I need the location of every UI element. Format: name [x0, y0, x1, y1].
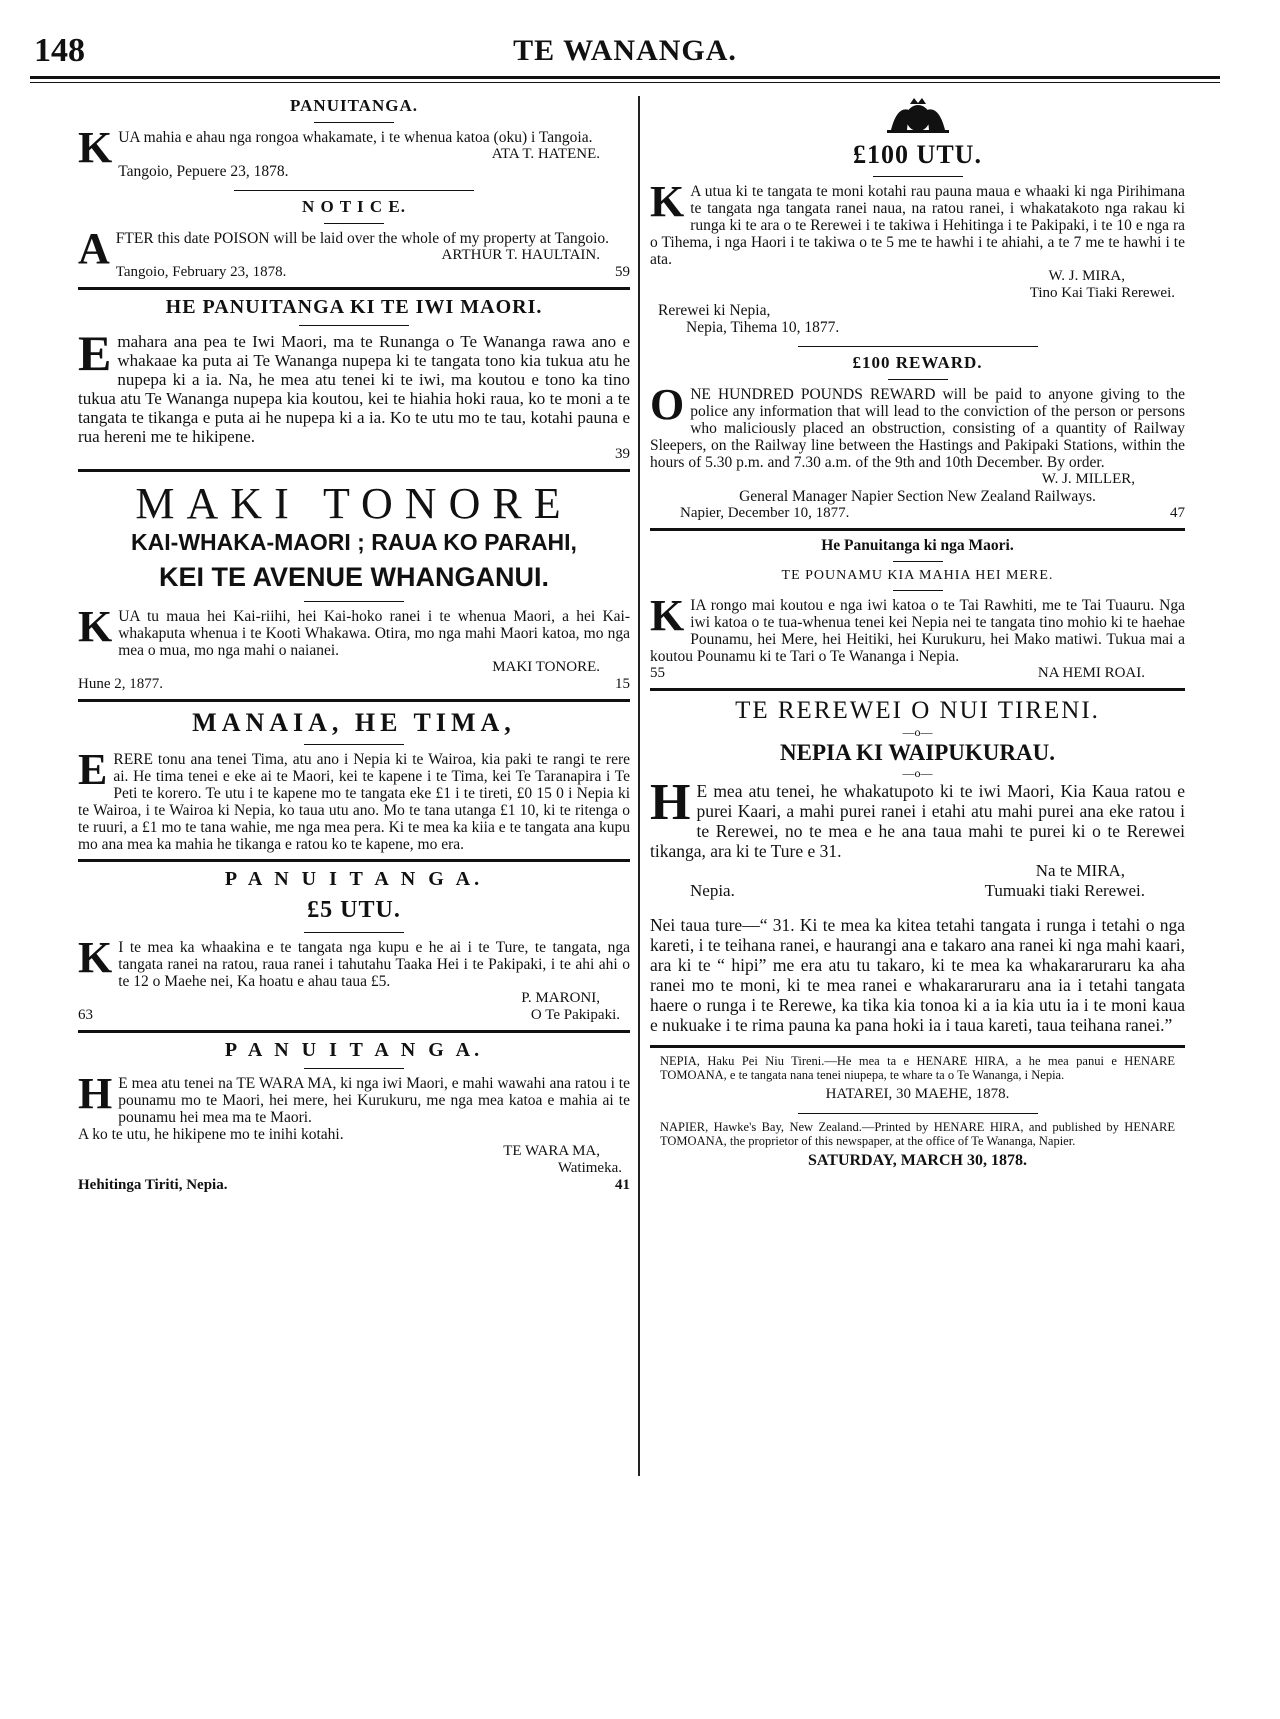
- ad-body: E mea atu tenei na TE WARA MA, ki nga iwi Maori, e mahi wawahi ana ratou i te pounamu mo te Maori, hei mere, hei Kurukuru, me nga mea katoa e mahia ai te pounamu hei mea ma te Maori.: [118, 1075, 630, 1126]
- hundred-pound-utu: [650, 96, 1185, 347]
- drop-cap: O: [650, 380, 685, 429]
- notice-signature: ATA T. HATENE.: [491, 146, 600, 162]
- reward-heading: £100 REWARD.: [852, 353, 983, 372]
- column-divider: [638, 96, 640, 1476]
- ad-body: IA rongo mai koutou e nga iwi katoa o te Tai Rawhiti, me te Tai Tuauru. Nga iwi katoa o te tua-whenua tenei kei Nepia nei te tangata tino mohio ki te haehae Pounamu, hei Mere, hei Heitiki, hei Kurukuru, hei Mako matiwi. Tukua mai a koutou Pounamu ki te Tari o Te Wananga i Nepia.: [650, 597, 1185, 665]
- ad-number: 41: [615, 1177, 630, 1193]
- royal-crest-icon: [883, 96, 953, 134]
- notice-poison-maori: [78, 96, 630, 191]
- ad-heading: P A N U I T A N G A.: [224, 1039, 484, 1061]
- imprint-maori: NEPIA, Haku Pei Niu Tireni.—He mea ta e HENARE HIRA, a he mea panui e HENARE TOMOANA, e te tangata nana tenei niupepa, te whare ta o Te Wananga, i Nepia.: [660, 1054, 1175, 1082]
- notice-heading: PANUITANGA.: [290, 96, 418, 115]
- notice-heading: N O T I C E.: [302, 197, 406, 216]
- drop-cap: K: [78, 933, 113, 982]
- ad-signature: MAKI TONORE.: [492, 659, 600, 675]
- ad-signature-place: O Te Pakipaki.: [530, 1007, 620, 1023]
- ad-body: NE HUNDRED POUNDS REWARD will be paid to anyone giving to the police any information that will lead to the conviction of the person or persons who maliciously placed an obstruction, consisting of a quantity of Railway Sleepers, on the Railway line between the Hastings and Pakipaki Stations, within the hours of 5.30 p.m. and 7.30 a.m. of the 9th and 10th December. By order.: [650, 386, 1185, 471]
- drop-cap: K: [78, 123, 113, 172]
- notice-signature-title: Tumuaki tiaki Rerewei.: [984, 881, 1145, 900]
- notice-body: UA mahia e ahau nga rongoa whakamate, i te whenua katoa (oku) i Tangoia.: [118, 129, 593, 146]
- notice-date: Tangoio, February 23, 1878.: [115, 264, 287, 280]
- ad-subtitle: KAI-WHAKA-MAORI ; RAUA KO PARAHI,: [131, 529, 577, 555]
- notice-poison-english: [78, 197, 630, 290]
- reward-amount: £100 UTU.: [853, 140, 982, 169]
- pounamu-ad: [650, 537, 1185, 691]
- notice-rule-text: Nei taua ture—“ 31. Ki te mea ka kitea tetahi tangata i runga i tetahi o nga kareti, i te teihana ranei, e haurangi ana e takaro ana ranei ki nga mahi kaari, ara ki te “ hipi” me era atu tu takaro, ki te mea ka whakararuraru ka aha ranei mo te moni, ki te mea ranei e whakararuraru ana ia i tetahi tangata haere o runga i te Rerewe, ka tika kia tonoa ki a ia kia utu ia i te moni kaua e nukuake i te rima pauna ka pana hoki ia i taua kareti, taua teihana ranei.”: [650, 915, 1185, 1035]
- ad-subheading: TE POUNAMU KIA MAHIA HEI MERE.: [781, 568, 1054, 583]
- ad-body: I te mea ka whaakina e te tangata nga kupu e he ai i te Ture, te tangata, nga tangata ranei na ratou, raua ranei i tahutahu Taaka Hei i te Pakipaki, i te ahi ahi o te 12 o Maehe nei, Ka hoatu e ahau taua £5.: [118, 939, 630, 990]
- ad-number: 39: [615, 446, 630, 462]
- drop-cap: K: [78, 602, 113, 651]
- drop-cap: E: [78, 745, 108, 794]
- te-wara-ad: [78, 1039, 630, 1194]
- notice-signature: ARTHUR T. HAULTAIN.: [441, 247, 600, 263]
- he-panuitanga-iwi: [78, 296, 630, 472]
- left-column: [78, 96, 630, 1194]
- header-rule: [30, 76, 1220, 79]
- ad-signature-title: Tino Kai Tiaki Rerewei.: [1029, 285, 1175, 301]
- ad-date: Hune 2, 1877.: [78, 676, 163, 692]
- notice-title: TE REREWEI O NUI TIRENI.: [735, 697, 1100, 724]
- ad-number: 59: [615, 264, 630, 280]
- ad-signature: P. MARONI,: [521, 990, 600, 1006]
- ad-body: RERE tonu ana tenei Tima, atu ano i Nepia ki te Wairoa, kia paki te rangi te rere ai. He tima tenei e eke ai te Maori, kei te kapene i te Tima, kei Te Taranapira i Te Peti te korero. Te utu i te kapene mo te tangata eke £1 i te tireti, £0 15 0 i Nepia ki te Wairoa, i te Wairoa ki Nepia, ko taua utu ano. Mo te tana utanga £1 10, ki te ritenga o te ruuri, a £1 mo te tana wahie, me nga mea pera. Ki te mea ka kiia e te tangata ana kupu mo ana mea ka mahia he tikanga e ratou ko te kapene, mo era.: [78, 751, 630, 853]
- ad-number: 63: [78, 1007, 93, 1023]
- section-body: mahara ana pea te Iwi Maori, ma te Runanga o Te Wananga rawa ano e whakaae ka puta ai Te Wananga nupepa ki te tangata tono kia tukua atu he nupepa ki a ia. Na, he mea atu tenei ki te iwi, ma koutou e tono ka tino tukua atu Te Wananga nupepa kia koutou, kei te hiahia hoki raua, ko te moni a te tangata te tikanga e puta ai he nupepa ki a ia. Ko te utu mo te tau, kotahi pauna e rua hereni me te hikipene.: [78, 332, 630, 446]
- drop-cap: E: [78, 325, 112, 381]
- drop-cap: H: [78, 1069, 113, 1118]
- drop-cap: A: [78, 224, 110, 273]
- imprint-maori-date: HATAREI, 30 MAEHE, 1878.: [825, 1086, 1010, 1102]
- five-pound-reward: [78, 868, 630, 1033]
- notice-body: E mea atu tenei, he whakatupoto ki te iwi Maori, Kia Kaua ratou e purei Kaari, a mahi purei ranei i etahi atu mahi purei ana eke ratou i te Rerewei, no te mea e he ana taua mahi te purei ki o te Rerewei tikanga, ara ki te Ture e 31.: [650, 781, 1185, 861]
- hundred-pound-reward: [650, 353, 1185, 531]
- ad-date: Napier, December 10, 1877.: [680, 505, 850, 521]
- ad-body: UA tu maua hei Kai-riihi, hei Kai-hoko ranei i te whenua Maori, a hei Kai-whakaputa whenua i te Kooti Whakawa. Otira, mo nga mahi Maori katoa, mo nga mea o mua, mo nga mahi o naianei.: [118, 608, 630, 659]
- rerewei-notice: TE REREWEI O NUI TIRENI. —o— NEPIA KI WAIPUKURAU. —o— H E mea atu tenei, he whakatupoto ki te iwi Maori, Kia Kaua ratou e purei Kaari, a mahi purei ranei i etahi atu mahi purei ana eke ratou i te Rerewei, no te mea e he ana taua mahi te purei ki o te Rerewei tikanga, ara ki te Ture e 31. Na te MIRA, Nepia. Tumuaki tiaki Rerewei. Nei taua ture—“ 31. Ki te mea ka kitea tetahi tangata i runga i tetahi o nga kareti, i te teihana ranei, e haurangi ana e takaro ana ranei ki nga mahi kaari, ara ki te “ hipi” me era atu tu takaro, ki te mea ka whakararuraru ka aha ranei mo te moni, ki te mea ranei e whakararuraru ana ia i tetahi tangata haere o runga i te Rerewe, ka tika kia tonoa ki a ia kia utu ia i te moni kaua e nukuake i te rima pauna ka pana hoki ia i taua kareti, taua teihana ranei.”: [650, 697, 1185, 1048]
- reward-amount: £5 UTU.: [307, 897, 401, 923]
- notice-place: Nepia.: [690, 881, 735, 900]
- ad-signature: W. J. MIRA,: [1048, 268, 1125, 284]
- page-number: 148: [34, 32, 85, 69]
- page-title: TE WANANGA.: [513, 34, 737, 67]
- ad-body-line: A ko te utu, he hikipene mo te inihi kotahi.: [78, 1126, 344, 1143]
- notice-signature: Na te MIRA,: [1035, 861, 1125, 880]
- notice-subtitle: NEPIA KI WAIPUKURAU.: [780, 740, 1055, 765]
- imprint-english-date: SATURDAY, MARCH 30, 1878.: [808, 1152, 1027, 1169]
- ad-signature: W. J. MILLER,: [1041, 471, 1135, 487]
- ad-heading: He Panuitanga ki nga Maori.: [821, 537, 1014, 554]
- manaia-ad: [78, 708, 630, 862]
- ad-number: 15: [615, 676, 630, 692]
- ad-number: 47: [1170, 505, 1185, 521]
- ad-place: Rerewei ki Nepia,: [658, 302, 771, 319]
- ad-signature-title: General Manager Napier Section New Zealand Railways.: [739, 488, 1096, 505]
- section-heading: HE PANUITANGA KI TE IWI MAORI.: [165, 296, 543, 318]
- ad-address: Hehitinga Tiriti, Nepia.: [78, 1177, 228, 1193]
- ad-signature: TE WARA MA,: [503, 1143, 600, 1159]
- imprint: [650, 1054, 1185, 1169]
- page-header: [30, 24, 1220, 82]
- ad-heading: P A N U I T A N G A.: [224, 868, 484, 890]
- ad-title: MANAIA, HE TIMA,: [192, 708, 516, 737]
- ad-title: MAKI TONORE: [135, 479, 573, 528]
- right-column: [650, 96, 1185, 1169]
- ad-number: 55: [650, 665, 665, 681]
- ad-date: Nepia, Tihema 10, 1877.: [686, 319, 840, 336]
- drop-cap: K: [650, 177, 685, 226]
- imprint-english: NAPIER, Hawke's Bay, New Zealand.—Printed by HENARE HIRA, and published by HENARE TOMOANA, the proprietor of this newspaper, at the office of Te Wananga, Napier.: [660, 1120, 1175, 1148]
- header-rule-thin: [30, 82, 1220, 83]
- notice-body: FTER this date POISON will be laid over the whole of my property at Tangoio.: [115, 230, 610, 247]
- drop-cap: H: [650, 774, 691, 831]
- ad-body: A utua ki te tangata te moni kotahi rau pauna maua e whaaki ki nga Pirihimana te tangata nga tangata ranei naua, na ratou ranei, i whakatakoto nga rakau ki runga ki te ara o te Rerewei i te takiwa i Hehitinga i te Pakipaki, i te 10 e nga ra o Tihema, i nga Haori i te takiwa o te 5 me te hawhi i te ahiahi, a te 7 me te hawhi i te ata.: [650, 183, 1185, 268]
- notice-date: Tangoio, Pepuere 23, 1878.: [118, 163, 289, 180]
- ad-subtitle: KEI TE AVENUE WHANGANUI.: [158, 562, 549, 592]
- ad-signature-place: Watimeka.: [557, 1160, 622, 1176]
- maki-tonore-ad: [78, 478, 630, 702]
- ad-signature: NA HEMI ROAI.: [1037, 665, 1145, 681]
- drop-cap: K: [650, 591, 685, 640]
